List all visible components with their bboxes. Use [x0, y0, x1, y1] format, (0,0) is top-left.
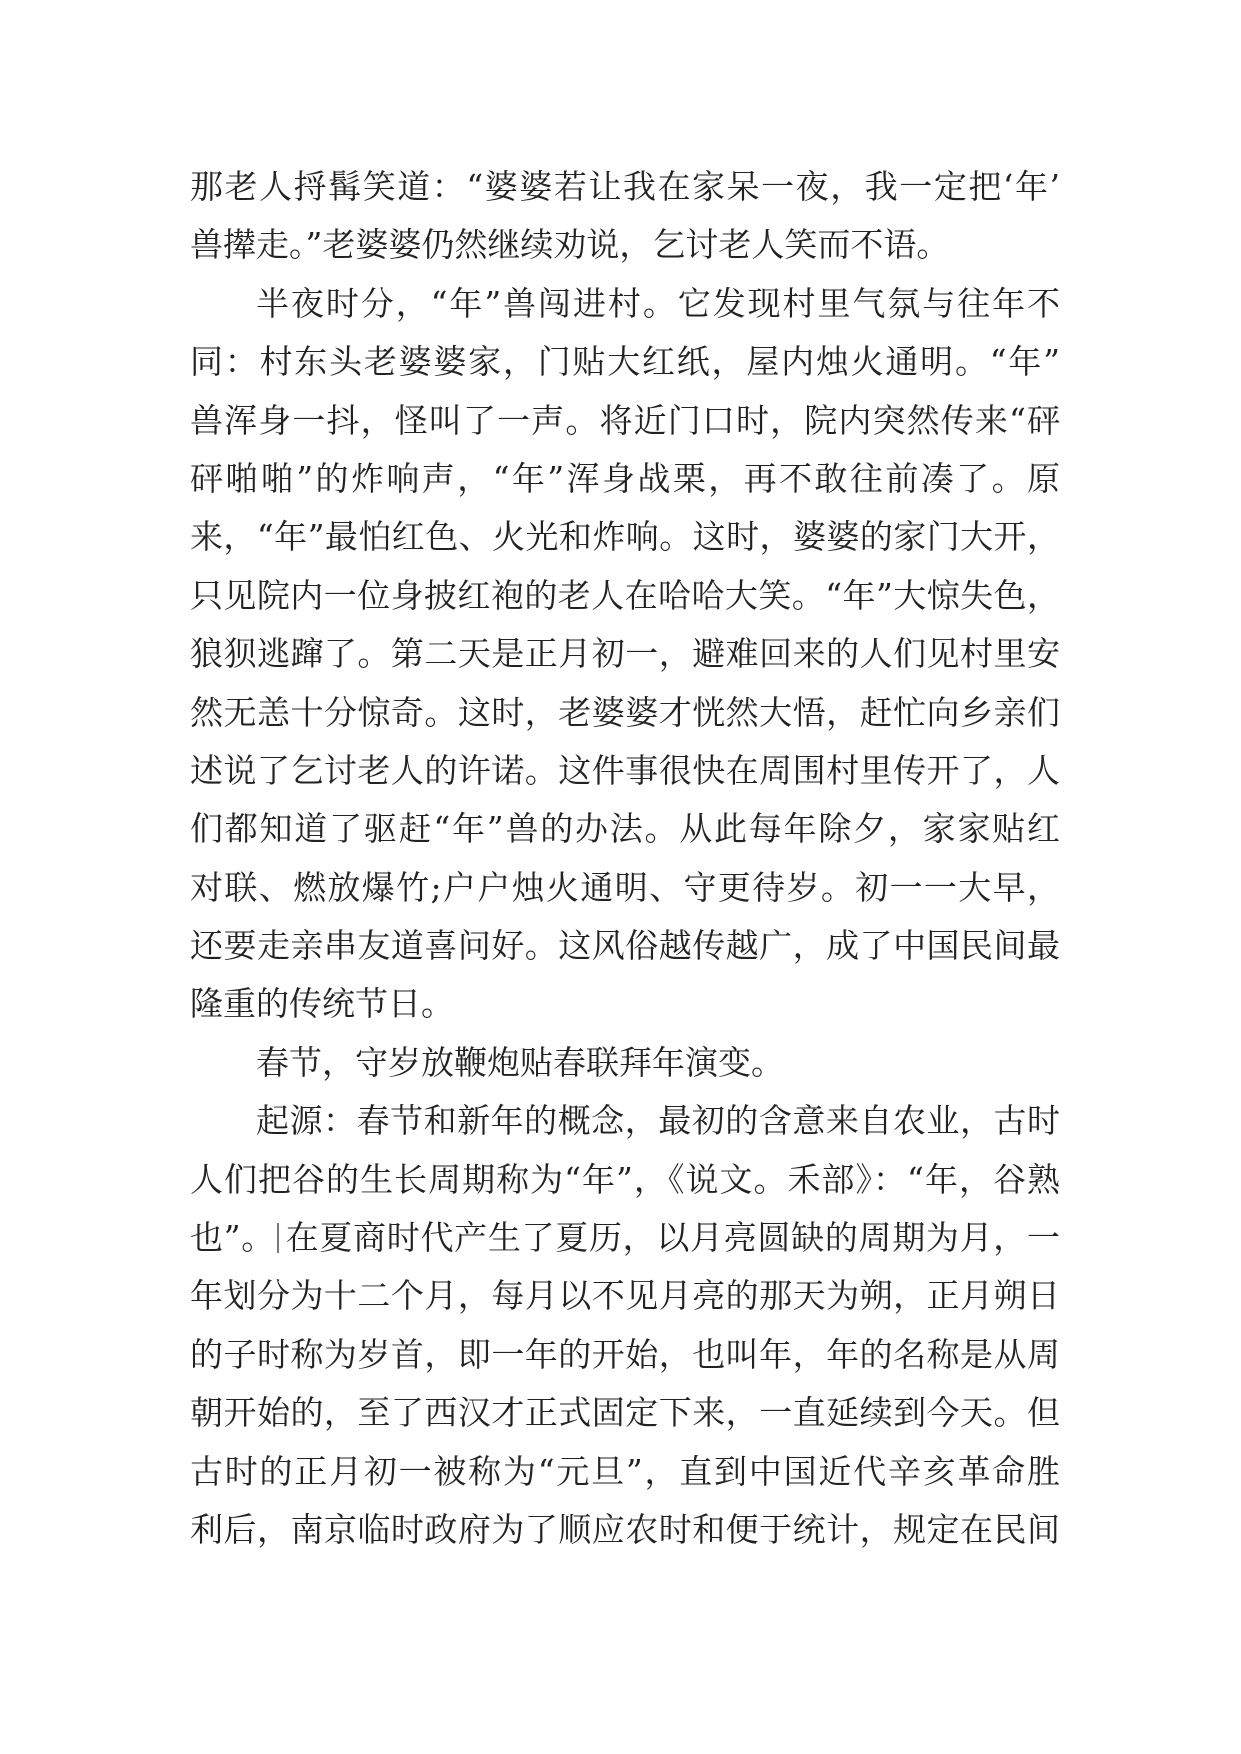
text-segment: 在夏商时代产生了夏历，以月亮圆缺的周期为月，一	[284, 1218, 1061, 1258]
text-line: 年划分为十二个月，每月以不见月亮的那天为朔，正月朔日	[190, 1276, 1060, 1316]
paragraph-first-line: 起源：春节和新年的概念，最初的含意来自农业，古时	[256, 1101, 1060, 1141]
text-line: 狼狈逃蹿了。第二天是正月初一，避难回来的人们见村里安	[190, 634, 1060, 674]
text-line: 同：村东头老婆婆家，门贴大红纸，屋内烛火通明。“年”	[190, 342, 1060, 382]
text-line: 对联、燃放爆竹;户户烛火通明、守更待岁。初一一大早，	[190, 867, 1060, 907]
paragraph-first-line: 春节，守岁放鞭炮贴春联拜年演变。	[256, 1042, 784, 1082]
text-line: 们都知道了驱赶“年”兽的办法。从此每年除夕，家家贴红	[190, 809, 1060, 849]
text-line: 兽撵走。”老婆婆仍然继续劝说，乞讨老人笑而不语。	[190, 225, 950, 265]
text-line: 来，“年”最怕红色、火光和炸响。这时，婆婆的家门大开，	[190, 517, 1060, 557]
text-line: 隆重的传统节日。	[190, 984, 454, 1024]
text-line-with-cursor[interactable]	[190, 1209, 1060, 1267]
text-line: 然无恙十分惊奇。这时，老婆婆才恍然大悟，赶忙向乡亲们	[190, 692, 1060, 732]
text-line: 还要走亲串友道喜问好。这风俗越传越广，成了中国民间最	[190, 926, 1060, 966]
text-line: 那老人捋髯笑道：“婆婆若让我在家呆一夜，我一定把‘年’	[190, 167, 1060, 206]
text-line: 利后，南京临时政府为了顺应农时和便于统计，规定在民间	[190, 1509, 1060, 1549]
text-line: 述说了乞讨老人的许诺。这件事很快在周围村里传开了，人	[190, 750, 1060, 790]
text-line: 砰啪啪”的炸响声，“年”浑身战栗，再不敢往前凑了。原	[190, 458, 1060, 498]
text-cursor	[277, 1223, 279, 1253]
text-line: 兽浑身一抖，怪叫了一声。将近门口时，院内突然传来“砰	[190, 400, 1060, 440]
text-line: 古时的正月初一被称为“元旦”，直到中国近代辛亥革命胜	[190, 1451, 1060, 1491]
paragraph-first-line: 半夜时分，“年”兽闯进村。它发现村里气氛与往年不	[256, 283, 1060, 323]
body-text	[190, 158, 1060, 1559]
text-line: 人们把谷的生长周期称为“年”，《说文。禾部》：“年，谷熟	[190, 1159, 1060, 1199]
text-line: 朝开始的，至了西汉才正式固定下来，一直延续到今天。但	[190, 1393, 1060, 1433]
text-line: 只见院内一位身披红袍的老人在哈哈大笑。“年”大惊失色，	[190, 575, 1060, 615]
text-line: 的子时称为岁首，即一年的开始，也叫年，年的名称是从周	[190, 1334, 1060, 1374]
text-segment: 也”。	[190, 1218, 275, 1258]
